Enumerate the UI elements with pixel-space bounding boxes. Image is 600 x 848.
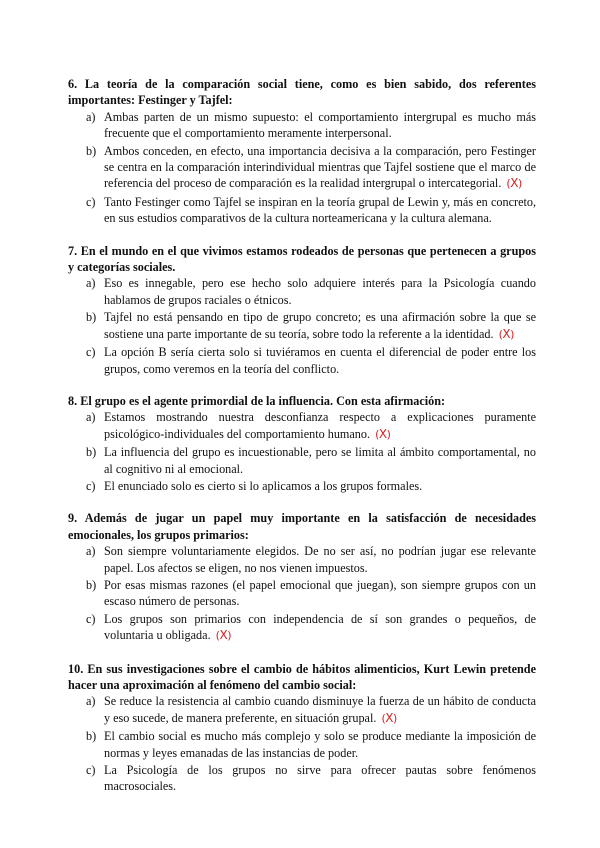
option-c: [68, 611, 536, 645]
answer-mark: (X): [506, 176, 522, 191]
question-text: 10. En sus investigaciones sobre el cambio de hábitos alimenticios, Kurt Lewin pretende hacer una aproximación al fenómeno del cambio social:: [68, 661, 536, 692]
exam-page: [68, 76, 536, 811]
option-list: [68, 275, 536, 376]
option-b: [68, 728, 536, 761]
option-list: [68, 543, 536, 644]
option-letter: b): [86, 445, 97, 460]
answer-mark: (X): [375, 426, 391, 441]
option-text: El enunciado solo es cierto si lo aplicamos a los grupos formales.: [104, 478, 423, 493]
option-text: Son siempre voluntariamente elegidos. De no ser así, no podrían jugar ese relevante papel. Los afectos se eligen, no nos vienen impuestos.: [104, 544, 536, 575]
option-b: [68, 309, 536, 343]
option-a: [68, 109, 536, 142]
option-text: La opción B sería cierta solo si tuviéramos en cuenta el diferencial de poder entre los grupos, como veremos en la teoría del conflicto.: [104, 345, 536, 376]
option-list: [68, 109, 536, 227]
question-8: [68, 393, 536, 494]
answer-mark: (X): [498, 326, 514, 341]
answer-mark-x-icon: X: [378, 426, 387, 441]
option-letter: a): [86, 544, 96, 559]
question-text: 9. Además de jugar un papel muy importante en la satisfacción de necesidades emocionales, los grupos primarios:: [68, 511, 536, 542]
option-letter: c): [86, 194, 96, 209]
option-list: [68, 409, 536, 494]
option-text: Estamos mostrando nuestra desconfianza respecto a explicaciones puramente psicológico-individuales del comportamiento humano.: [104, 410, 536, 441]
option-letter: b): [86, 143, 97, 158]
answer-mark-x-icon: X: [502, 326, 511, 341]
answer-mark-x-icon: X: [510, 176, 518, 191]
option-letter: a): [86, 694, 96, 709]
option-c: [68, 344, 536, 377]
option-c: [68, 762, 536, 795]
option-list: [68, 693, 536, 794]
question-9: [68, 510, 536, 644]
option-a: [68, 693, 536, 727]
question-text: 7. En el mundo en el que vivimos estamos rodeados de personas que pertenecen a grupos y categorías sociales.: [68, 243, 536, 275]
answer-mark: (X): [215, 628, 231, 643]
option-text: Tanto Festinger como Tajfel se inspiran en la teoría grupal de Lewin y, más en concreto, en sus estudios comparativos de la cultura norteamericana y la cultura alemana.: [104, 194, 536, 226]
option-text: El cambio social es mucho más complejo y solo se produce mediante la imposición de normas y leyes emanadas de las instancias de poder.: [104, 729, 536, 760]
option-letter: c): [86, 478, 96, 493]
option-c: [68, 478, 536, 494]
answer-mark-x-icon: X: [385, 710, 393, 725]
question-7: [68, 243, 536, 377]
option-text: Ambos conceden, en efecto, una importancia decisiva a la comparación, pero Festinger se centra en la comparación interindividual mientras que Tajfel sostiene que el marco de referencia del proceso de comparación es la realidad intergrupal o intercategorial.: [104, 143, 536, 191]
option-text: Eso es innegable, pero ese hecho solo adquiere interés para la Psicología cuando hablamos de grupos raciales o étnicos.: [104, 276, 536, 307]
option-b: [68, 444, 536, 477]
option-b: [68, 577, 536, 610]
option-letter: a): [86, 410, 96, 425]
question-6: [68, 76, 536, 227]
option-b: [68, 143, 536, 193]
option-letter: b): [86, 310, 97, 325]
option-letter: c): [86, 345, 96, 360]
option-a: [68, 409, 536, 443]
option-text: Ambas parten de un mismo supuesto: el comportamiento intergrupal es mucho más frecuente que el comportamiento meramente interpersonal.: [104, 109, 536, 141]
option-c: [68, 194, 536, 227]
question-text: 8. El grupo es el agente primordial de la influencia. Con esta afirmación:: [68, 393, 446, 408]
answer-mark: (X): [381, 710, 397, 725]
option-text: Los grupos son primarios con independencia de sí son grandes o pequeños, de voluntaria u obligada.: [104, 611, 536, 643]
option-letter: b): [86, 729, 97, 744]
option-letter: c): [86, 763, 96, 778]
question-text: 6. La teoría de la comparación social tiene, como es bien sabido, dos referentes importantes: Festinger y Tajfel:: [68, 77, 536, 108]
answer-mark-x-icon: X: [219, 628, 228, 643]
option-letter: c): [86, 611, 96, 626]
option-text: Por esas mismas razones (el papel emocional que juegan), son siempre grupos con un escaso número de personas.: [104, 577, 536, 609]
option-text: Tajfel no está pensando en tipo de grupo concreto; es una afirmación sobre la que se sostiene una parte importante de su teoría, sobre todo la referente a la identidad.: [104, 310, 536, 341]
option-letter: a): [86, 276, 96, 291]
option-letter: b): [86, 577, 97, 592]
option-text: La influencia del grupo es incuestionable, pero se limita al ámbito comportamental, no al cognitivo ni al emocional.: [104, 445, 536, 476]
question-10: [68, 661, 536, 795]
option-text: Se reduce la resistencia al cambio cuando disminuye la fuerza de un hábito de conducta y eso sucede, de manera preferente, en situación grupal.: [104, 694, 536, 725]
option-letter: a): [86, 109, 96, 124]
option-a: [68, 275, 536, 308]
option-a: [68, 543, 536, 576]
option-text: La Psicología de los grupos no sirve para ofrecer pautas sobre fenómenos macrosociales.: [104, 763, 536, 794]
